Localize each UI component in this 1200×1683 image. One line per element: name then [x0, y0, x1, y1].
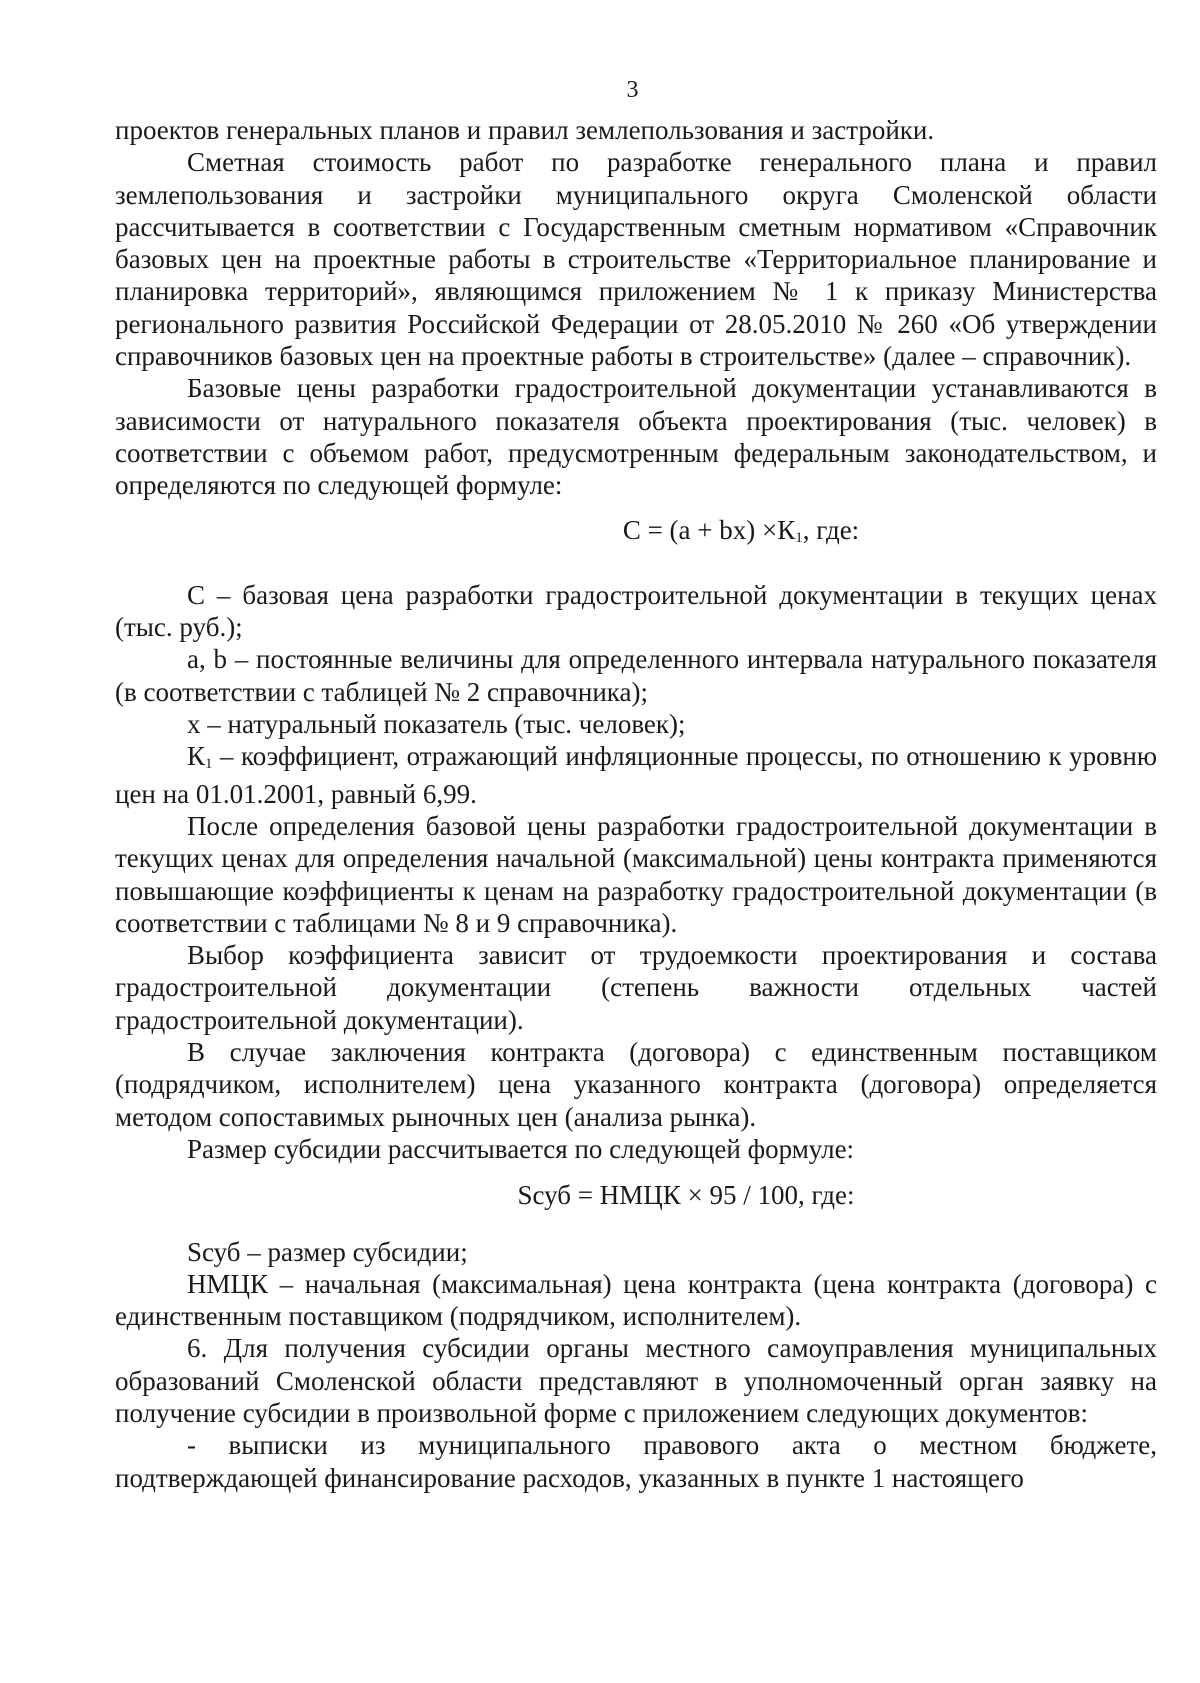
- formula-base-price: [115, 514, 1157, 551]
- formula-base-price-main: С = (а + bх) ×К: [622, 514, 796, 545]
- formula-base-price-subscript: 1: [795, 529, 803, 546]
- paragraph-base-prices: Базовые цены разработки градостроительной документации устанавливаются в зависимости от натурального показателя объекта проектирования (тыс. человек) в соответствии с объемом работ, предусмотренным федеральным законодательством, и определяются по следующей формуле:: [115, 373, 1157, 501]
- definition-c: С – базовая цена разработки градостроительной документации в текущих ценах (тыс. руб.);: [115, 579, 1157, 643]
- definition-k1: [115, 740, 1157, 810]
- definition-x: х – натуральный показатель (тыс. человек);: [187, 709, 686, 740]
- paragraph-item-6: 6. Для получения субсидии органы местного самоуправления муниципальных образований Смоленской области представляют в уполномоченный орган заявку на получение субсидии в произвольной форме с приложением следующих документов:: [115, 1333, 1157, 1428]
- paragraph-estimate-cost: Сметная стоимость работ по разработке генерального плана и правил землепользования и застройки муниципального округа Смоленской области рассчитывается в соответствии с Государственным сметным нормативом «Справочник базовых цен на проектные работы в строительстве «Территориальное планирование и планировка территорий», являющимся приложением № 1 к приказу Министерства регионального развития Российской Федерации от 28.05.2010 № 260 «Об утверждении справочников базовых цен на проектные работы в строительстве» (далее – справочник).: [115, 147, 1157, 372]
- paragraph-coefficient-choice: Выбор коэффициента зависит от трудоемкости проектирования и состава градостроительной документации (степень важности отдельных частей градостроительной документации).: [115, 940, 1157, 1035]
- definition-s-sub: Sсуб – размер субсидии;: [187, 1236, 468, 1267]
- definition-k1-symbol: К: [187, 741, 206, 772]
- definition-nmck: НМЦК – начальная (максимальная) цена контракта (цена контракта (договора) с единственным поставщиком (подрядчиком, исполнителем).: [115, 1268, 1157, 1332]
- paragraph-subsidy-size: Размер субсидии рассчитывается по следующей формуле:: [187, 1133, 855, 1164]
- paragraph-list-item-extract: - выписки из муниципального правового акта о местном бюджете, подтверждающей финансирование расходов, указанных в пункте 1 настоящего: [115, 1430, 1157, 1493]
- paragraph-continuation: проектов генеральных планов и правил землепользования и застройки.: [115, 115, 935, 145]
- definition-k1-subscript: 1: [205, 756, 213, 773]
- definition-a-b: а, b – постоянные величины для определенного интервала натурального показателя (в соответствии с таблицей № 2 справочника);: [115, 644, 1157, 707]
- page-number: 3: [626, 77, 639, 103]
- paragraph-coefficients: После определения базовой цены разработки градостроительной документации в текущих ценах для определения начальной (максимальной) цены контракта применяются повышающие коэффициенты к ценам на разработку градостроительной документации (в соответствии с таблицами № 8 и 9 справочника).: [115, 810, 1157, 938]
- paragraph-single-supplier: В случае заключения контракта (договора) с единственным поставщиком (подрядчиком, исполнителем) цена указанного контракта (договора) определяется методом сопоставимых рыночных цен (анализа рынка).: [115, 1037, 1157, 1132]
- formula-subsidy: Sсуб = НМЦК × 95 / 100, где:: [517, 1180, 855, 1211]
- formula-base-price-tail: , где:: [802, 514, 860, 545]
- definition-k1-text: – коэффициент, отражающий инфляционные процессы, по отношению к уровню цен на 01.01.2001, равный 6,99.: [115, 741, 1157, 809]
- document-body: [115, 114, 1157, 1494]
